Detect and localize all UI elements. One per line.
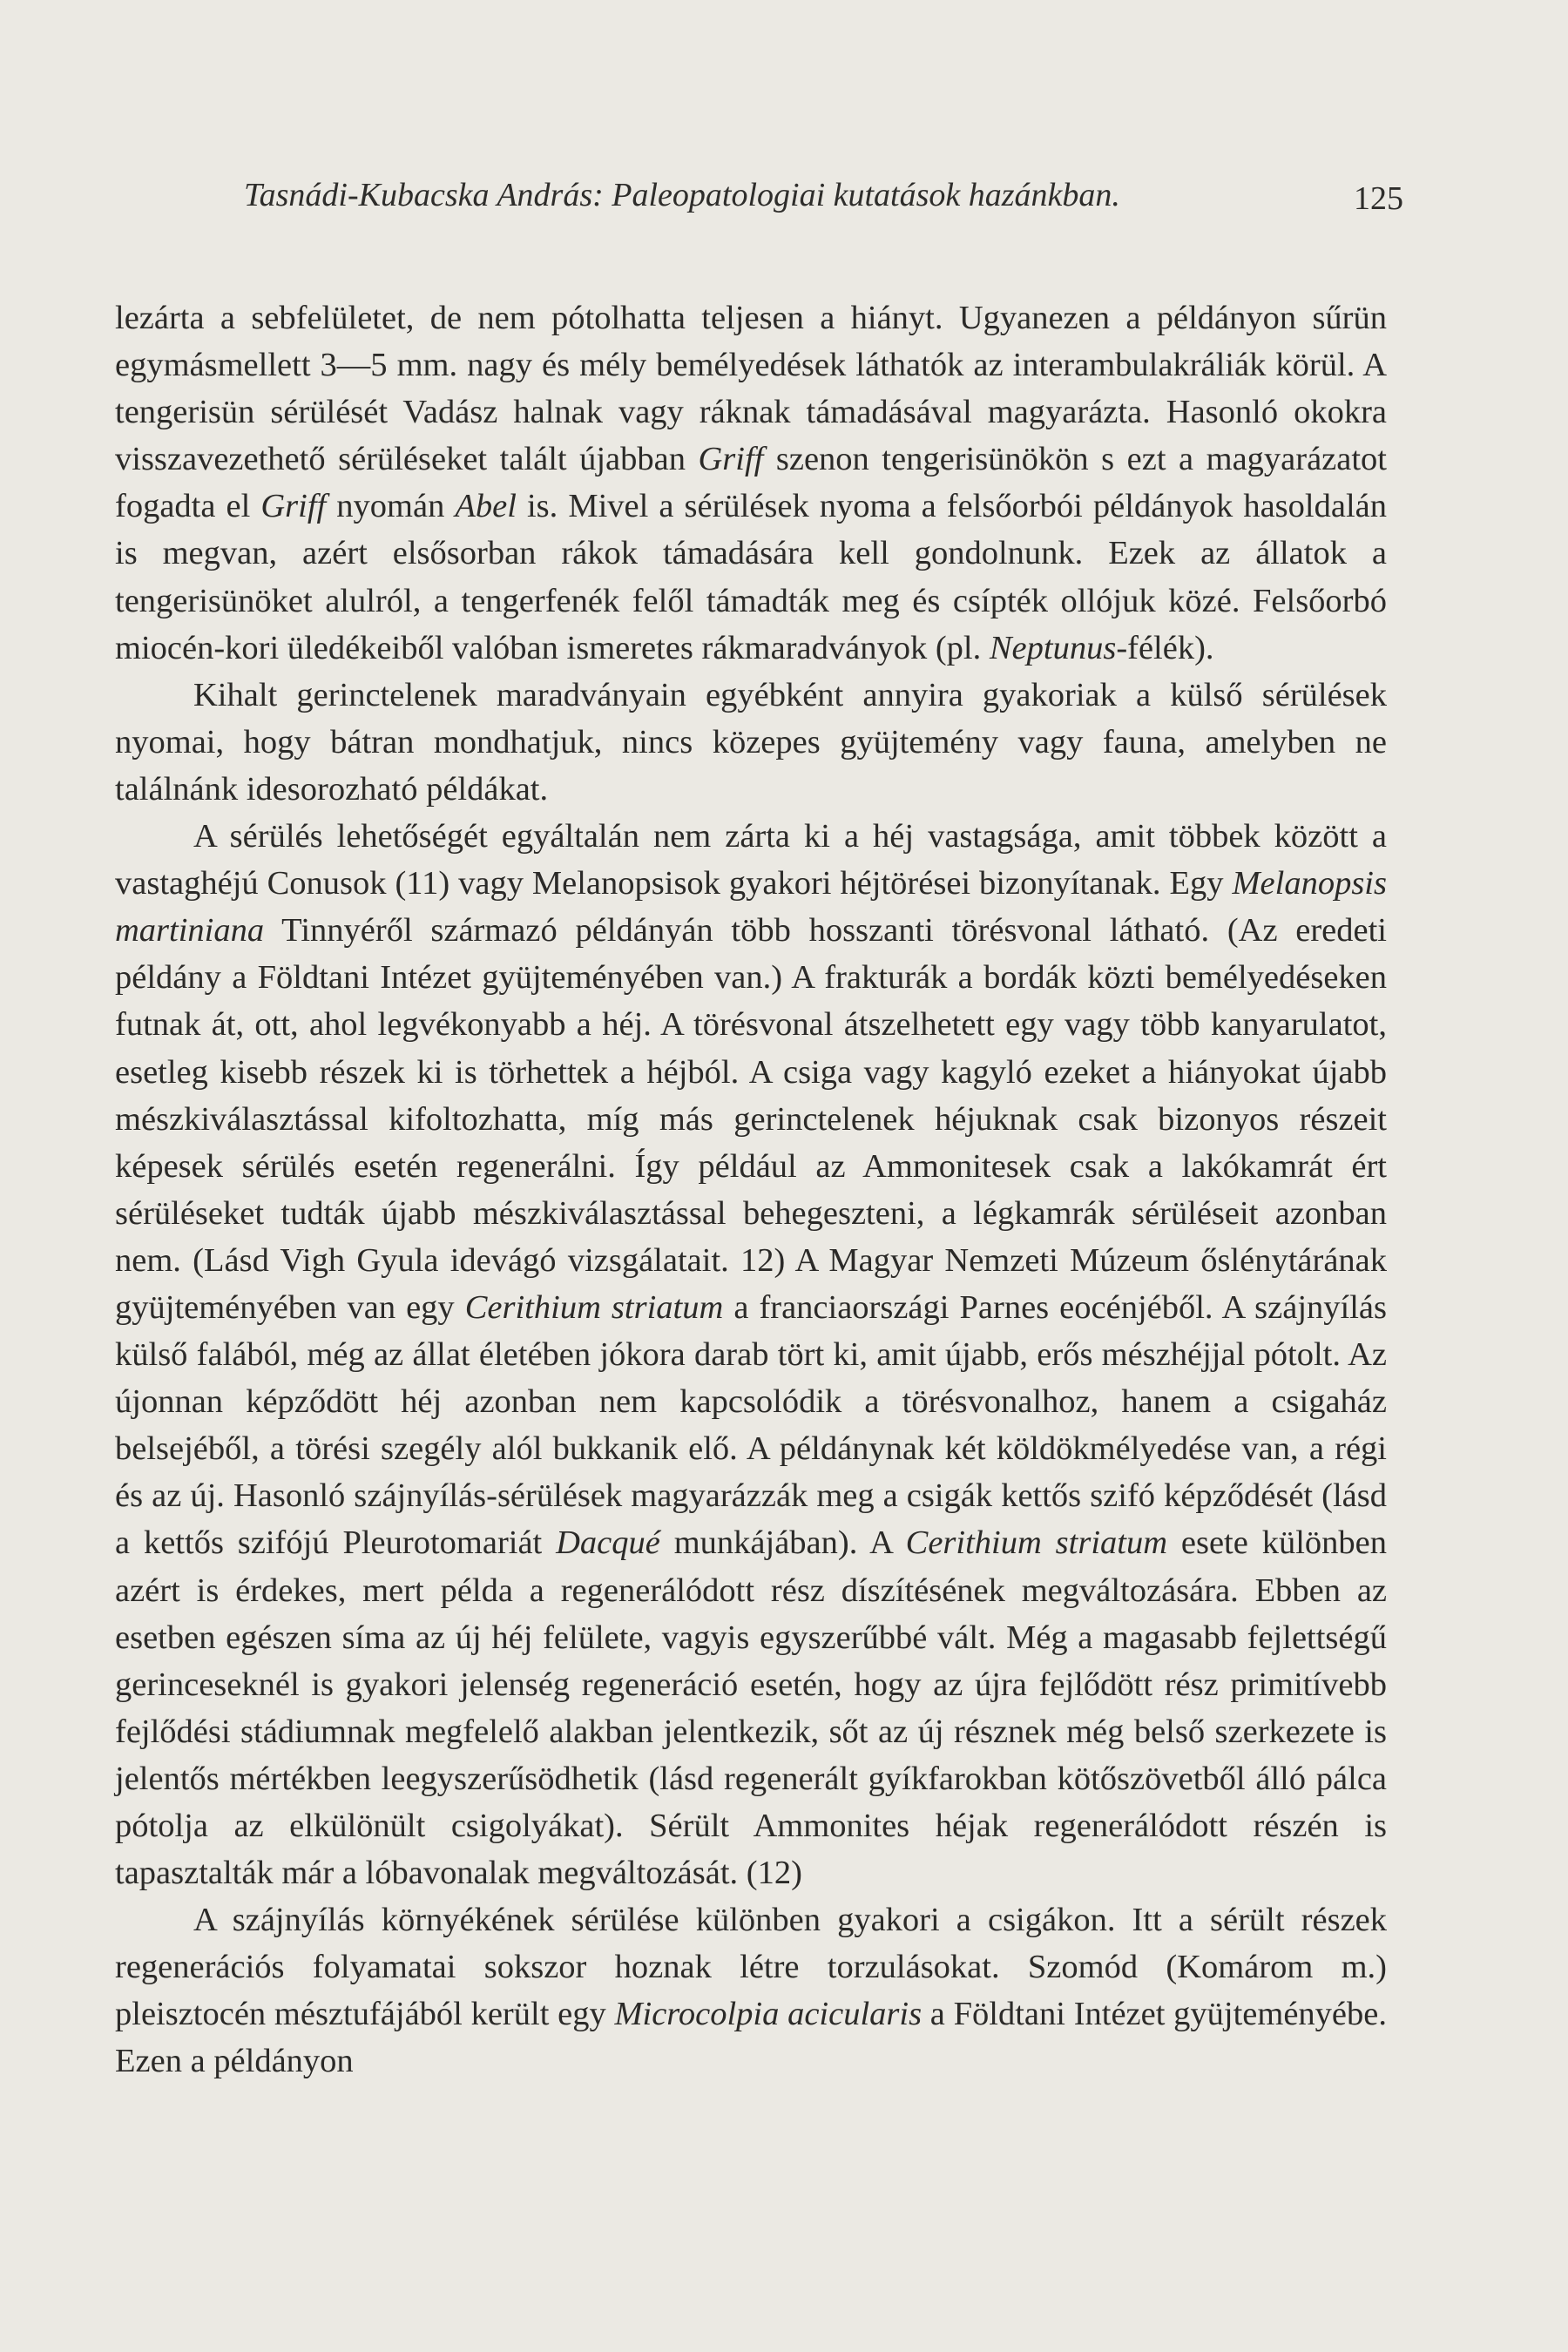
text-run: munkájában). A (659, 1524, 906, 1562)
running-title: Tasnádi-Kubacska András: Paleopatologiai kutatások hazánkban. (244, 177, 1120, 213)
italic-term: Neptunus (989, 629, 1117, 666)
text-run: esete különben azért is érdekes, mert példa a regenerálódott rész díszítésének megváltozására. Ebben az esetben egészen síma az új héj felülete, vagyis egyszerűbbé vált. Még a magasabb fejlettségű gerinceseknél is gyakori jelenség regeneráció esetén, hogy az újra fejlődött rész primitívebb fejlődési stádiumnak megfelelő alakban jelentkezik, sőt az új résznek még belső szerkezete is jelentős mértékben leegyszerűsödhetik (lásd regenerált gyíkfarokban kötőszövetből álló pálca pótolja az elkülönült csigolyákat). Sérült Ammonites héjak regenerálódott részén is tapasztalták már a lóbavonalak megváltozását. (12) (115, 1524, 1387, 1892)
text-run: A sérülés lehetőségét egyáltalán nem zárta ki a héj vastagsága, amit többek között a vastaghéjú Conusok (11) vagy Melanopsisok gyakori héjtörései bizonyítanak. Egy (115, 818, 1387, 902)
paragraph (115, 672, 1387, 813)
running-header (244, 171, 1416, 223)
text-run: szenon tengerisünökön s ezt a magyarázatot fogadta el (115, 441, 1387, 525)
text-run: -félék). (1116, 629, 1214, 666)
italic-term: Griff (260, 488, 327, 525)
italic-term: Microcolpia acicularis (614, 1996, 923, 2033)
text-run: Kihalt gerinctelenek maradványain egyébként annyira gyakoriak a külső sérülések nyomai, hogy bátran mondhatjuk, nincs közepes gyüjtemény vagy fauna, amelyben ne találnánk idesorozható példákat. (115, 676, 1387, 808)
text-run: A szájnyílás környékének sérülése különben gyakori a csigákon. Itt a sérült részek regenerációs folyamatai sokszor hoznak létre torzulásokat. Szomód (Komárom m.) pleisztocén mésztufájából került egy (115, 1902, 1387, 2033)
italic-term: Cerithium striatum (905, 1524, 1168, 1562)
text-run: a Földtani Intézet gyüjteményébe. Ezen a példányon (115, 1996, 1387, 2080)
page-number: 125 (1354, 180, 1403, 217)
text-run: lezárta a sebfelületet, de nem pótolhatta teljesen a hiányt. Ugyanezen a példányon sűrün egymásmellett 3—5 mm. nagy és mély bemélyedések láthatók az interambulakráliák körül. A tengerisün sérülését Vadász halnak vagy ráknak támadásával magyarázta. Hasonló okokra visszavezethető sérüléseket talált újabban (115, 300, 1387, 478)
text-run: Tinnyéről származó példányán több hosszanti törésvonal látható. (Az eredeti példány a Földtani Intézet gyüjteményében van.) A frakturák a bordák közti bemélyedéseken futnak át, ott, ahol legvékonyabb a héj. A törésvonal átszelhetett egy vagy több kanyarulatot, esetleg kisebb részek ki is törhettek a héjból. A csiga vagy kagyló ezeket a hiányokat újabb mészkiválasztással kifoltozhatta, míg más gerinctelenek héjuknak csak bizonyos részeit képesek sérülés esetén regenerálni. Így például az Ammonitesek csak a lakókamrát ért sérüléseket tudták újabb mészkiválasztással behegeszteni, a légkamrák sérüléseit azonban nem. (Lásd Vigh Gyula idevágó vizsgálatait. 12) A Magyar Nemzeti Múzeum őslénytárának gyüjteményében van egy (115, 912, 1387, 1326)
paragraph (115, 813, 1387, 1896)
paragraph (115, 1896, 1387, 2085)
italic-term: Cerithium striatum (464, 1288, 724, 1326)
text-run: is. Mivel a sérülések nyoma a felsőorbói példányok hasoldalán is megvan, azért elsősorban rákok támadására kell gondolnunk. Ezek az állatok a tengerisünöket alulról, a tengerfenék felől támadták meg és csípték ollójuk közé. Felsőorbó miocén-kori üledékeiből valóban ismeretes rákmaradványok (pl. (115, 488, 1387, 666)
italic-term: Griff (698, 441, 764, 478)
text-run: a franciaországi Parnes eocénjéből. A szájnyílás külső falából, még az állat életében jókora darab tört ki, amit újabb, erős mészhéjjal pótolt. Az újonnan képződött héj azonban nem kapcsolódik a törésvonalhoz, hanem a csigaház belsejéből, a törési szegély alól bukkanik elő. A példánynak két köldökmélyedése van, a régi és az új. Hasonló szájnyílás-sérülések magyarázzák meg a csigák kettős szifó képződését (lásd a kettős szifójú Pleurotomariát (115, 1288, 1387, 1562)
text-run: nyomán (326, 488, 456, 525)
italic-term: Melanopsis martiniana (115, 865, 1387, 950)
italic-term: Dacqué (556, 1524, 660, 1562)
italic-term: Abel (455, 488, 517, 525)
paragraph (115, 294, 1387, 672)
body-text (115, 294, 1387, 2085)
